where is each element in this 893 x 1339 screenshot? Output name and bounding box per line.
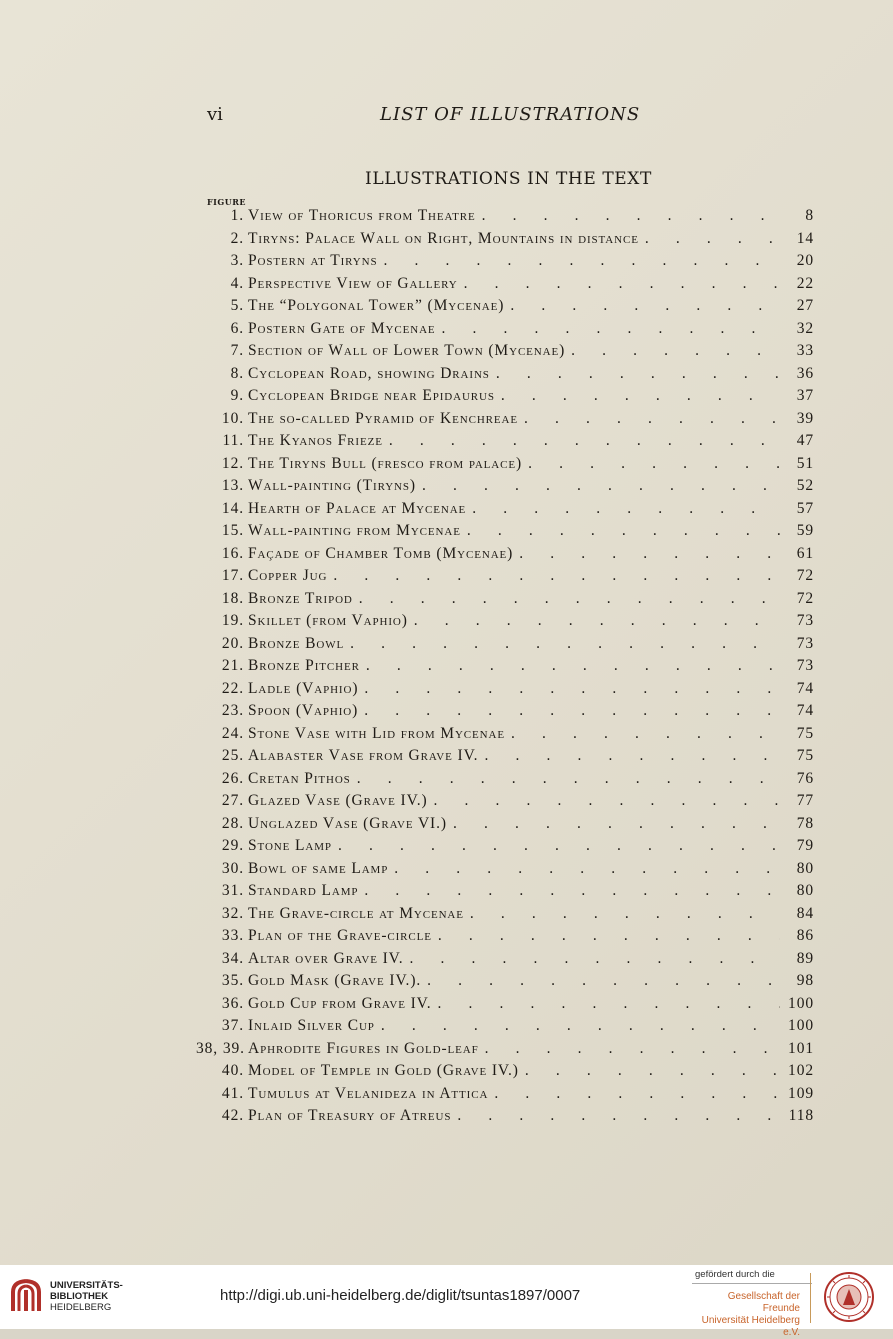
illustration-title: Bronze Bowl [248, 634, 345, 652]
dot-leader [350, 635, 780, 653]
dot-leader [357, 770, 780, 788]
page-reference: 80 [796, 882, 814, 899]
page-reference: 20 [796, 252, 814, 269]
running-head [0, 104, 893, 128]
dot-leader [364, 680, 780, 698]
page-reference: 74 [796, 679, 814, 697]
illustration-title: The “Polygonal Tower” (Mycenae) [248, 297, 505, 314]
section-title: ILLUSTRATIONS IN THE TEXT [365, 169, 652, 189]
library-line-1: UNIVERSITÄTS- [50, 1280, 123, 1291]
illustration-title: Postern Gate of Mycenae [248, 319, 436, 337]
dot-leader [472, 500, 780, 518]
dot-leader [438, 995, 780, 1013]
illustration-title: Aphrodite Figures in Gold-leaf [248, 1039, 479, 1057]
page-reference: 32 [796, 319, 814, 337]
page-reference: 74 [796, 702, 814, 719]
dot-leader [422, 477, 780, 495]
page-reference: 100 [788, 1017, 814, 1034]
dot-leader [410, 950, 780, 968]
toc-entry [196, 680, 814, 703]
toc-entry [196, 1040, 814, 1063]
page-reference: 33 [796, 342, 814, 359]
toc-entry [196, 342, 814, 365]
figure-number: 3. [230, 252, 244, 269]
illustration-title: Wall-painting (Tiryns) [248, 477, 416, 494]
dot-leader [338, 837, 780, 855]
figure-number: 7. [230, 342, 244, 359]
dot-leader [524, 410, 780, 428]
toc-entry [196, 635, 814, 658]
figure-number: 42. [221, 1107, 244, 1124]
page-reference: 27 [796, 297, 814, 314]
page-reference: 80 [796, 859, 814, 877]
toc-entry [196, 995, 814, 1018]
funder-line-2: Universität Heidelberg e.V. [701, 1315, 800, 1338]
university-library-name [50, 1280, 123, 1313]
illustration-title: Cretan Pithos [248, 769, 351, 787]
figure-number: 41. [221, 1084, 244, 1102]
figure-number: 4. [230, 274, 244, 292]
dot-leader [457, 1107, 780, 1125]
figure-number: 1. [230, 207, 244, 224]
dot-leader [510, 297, 780, 315]
illustration-title: Model of Temple in Gold (Grave IV.) [248, 1062, 519, 1079]
page-reference: 73 [796, 612, 814, 629]
figure-number: 18. [221, 589, 244, 607]
toc-entry [196, 792, 814, 815]
illustration-title: Plan of Treasury of Atreus [248, 1107, 452, 1124]
page-reference: 86 [796, 927, 814, 944]
figure-number: 2. [230, 229, 244, 247]
illustration-title: Unglazed Vase (Grave VI.) [248, 814, 447, 832]
illustration-title: Spoon (Vaphio) [248, 702, 359, 719]
figure-number: 6. [230, 319, 244, 337]
illustration-title: The Kyanos Frieze [248, 432, 383, 449]
illustration-title: Ladle (Vaphio) [248, 679, 359, 697]
illustration-title: Stone Vase with Lid from Mycenae [248, 724, 505, 742]
dot-leader [438, 927, 780, 945]
dot-leader [434, 792, 780, 810]
figure-number: 17. [221, 567, 244, 584]
toc-entry [196, 1107, 814, 1130]
figure-column-label: FIGURE [207, 197, 246, 207]
dot-leader [442, 320, 780, 338]
figure-number: 31. [221, 882, 244, 899]
illustration-title: Gold Cup from Grave IV. [248, 994, 432, 1012]
funder-line-1: Gesellschaft der Freunde [727, 1291, 800, 1314]
figure-number: 20. [221, 634, 244, 652]
figure-number: 40. [221, 1062, 244, 1079]
toc-entry [196, 725, 814, 748]
dot-leader [485, 1040, 780, 1058]
toc-entry [196, 297, 814, 320]
illustration-title: Tumulus at Velanideza in Attica [248, 1084, 489, 1102]
toc-entry [196, 522, 814, 545]
page-reference: 84 [796, 904, 814, 922]
page-reference: 109 [788, 1084, 814, 1102]
figure-number: 29. [221, 837, 244, 854]
funder-name [694, 1291, 800, 1339]
figure-number: 35. [221, 972, 244, 989]
page-reference: 59 [796, 522, 814, 539]
running-title: LIST OF ILLUSTRATIONS [380, 104, 641, 125]
illustration-title: Stone Lamp [248, 837, 332, 854]
figure-number: 32. [221, 904, 244, 922]
toc-entry [196, 837, 814, 860]
figure-number: 9. [230, 387, 244, 404]
illustration-title: Tiryns: Palace Wall on Right, Mountains in distance [248, 229, 639, 247]
toc-entry [196, 252, 814, 275]
illustration-title: Façade of Chamber Tomb (Mycenae) [248, 544, 514, 562]
figure-number: 36. [221, 994, 244, 1012]
dot-leader [519, 545, 780, 563]
toc-entry [196, 320, 814, 343]
toc-entry [196, 1062, 814, 1085]
toc-entry [196, 860, 814, 883]
page-reference: 8 [805, 207, 814, 224]
toc-entry [196, 545, 814, 568]
digitization-footer [0, 1265, 893, 1338]
dot-leader [333, 567, 780, 585]
figure-number: 25. [221, 747, 244, 764]
library-line-3: HEIDELBERG [50, 1302, 112, 1313]
illustration-title: Bronze Pitcher [248, 657, 360, 674]
illustration-title: Glazed Vase (Grave IV.) [248, 792, 428, 809]
funded-by-label: gefördert durch die [695, 1269, 775, 1280]
illustration-title: Postern at Tiryns [248, 252, 378, 269]
toc-entry [196, 747, 814, 770]
dot-leader [464, 275, 780, 293]
illustration-title: Bronze Tripod [248, 589, 353, 607]
illustration-title: The so-called Pyramid of Kenchreae [248, 409, 518, 427]
page-reference: 89 [796, 949, 814, 967]
toc-entry [196, 815, 814, 838]
illustration-title: Skillet (from Vaphio) [248, 612, 408, 629]
dot-leader [364, 882, 780, 900]
figure-number: 38, 39. [196, 1039, 245, 1057]
illustration-title: Altar over Grave IV. [248, 949, 404, 967]
page-reference: 73 [796, 657, 814, 674]
page-reference: 79 [796, 837, 814, 854]
page-reference: 57 [796, 499, 814, 517]
dot-leader [381, 1017, 780, 1035]
toc-entry [196, 500, 814, 523]
dot-leader [470, 905, 780, 923]
illustration-title: Standard Lamp [248, 882, 359, 899]
library-line-2: BIBLIOTHEK [50, 1291, 109, 1302]
figure-number: 26. [221, 769, 244, 787]
dot-leader [645, 230, 780, 248]
page-reference: 73 [796, 634, 814, 652]
figure-number: 10. [221, 409, 244, 427]
illustration-title: Plan of the Grave-circle [248, 927, 432, 944]
page-reference: 61 [796, 544, 814, 562]
page-reference: 47 [796, 432, 814, 449]
dot-leader [427, 972, 780, 990]
figure-number: 22. [221, 679, 244, 697]
illustration-title: The Grave-circle at Mycenae [248, 904, 464, 922]
toc-entry [196, 365, 814, 388]
page-reference: 39 [796, 409, 814, 427]
dot-leader [359, 590, 780, 608]
figure-number: 16. [221, 544, 244, 562]
page-reference: 72 [796, 589, 814, 607]
illustration-title: Section of Wall of Lower Town (Mycenae) [248, 342, 566, 359]
toc-entry [196, 567, 814, 590]
page-reference: 75 [796, 724, 814, 742]
toc-entry [196, 657, 814, 680]
page-reference: 102 [788, 1062, 814, 1079]
dot-leader [467, 522, 780, 540]
dot-leader [484, 747, 780, 765]
toc-entry [196, 432, 814, 455]
dot-leader [453, 815, 780, 833]
toc-entry [196, 950, 814, 973]
figure-number: 13. [221, 477, 244, 494]
dot-leader [383, 252, 780, 270]
figure-number: 23. [221, 702, 244, 719]
university-library-logo-icon [10, 1278, 42, 1314]
page-reference: 72 [796, 567, 814, 584]
page-reference: 52 [796, 477, 814, 494]
figure-number: 34. [221, 949, 244, 967]
toc-entry [196, 702, 814, 725]
page-reference: 100 [788, 994, 814, 1012]
toc-entry [196, 207, 814, 230]
figure-number: 24. [221, 724, 244, 742]
dot-leader [389, 432, 780, 450]
page-reference: 101 [788, 1039, 814, 1057]
figure-number: 8. [230, 364, 244, 382]
toc-entry [196, 410, 814, 433]
divider [692, 1283, 812, 1284]
dot-leader [394, 860, 780, 878]
dot-leader [501, 387, 780, 405]
dot-leader [571, 342, 780, 360]
toc-entry [196, 905, 814, 928]
illustration-title: The Tiryns Bull (fresco from palace) [248, 454, 523, 472]
toc-entry [196, 455, 814, 478]
dot-leader [494, 1085, 780, 1103]
illustration-title: View of Thoricus from Theatre [248, 207, 476, 224]
dot-leader [528, 455, 780, 473]
page-reference: 36 [796, 364, 814, 382]
illustration-title: Gold Mask (Grave IV.). [248, 972, 422, 989]
figure-number: 30. [221, 859, 244, 877]
toc-entry [196, 1017, 814, 1040]
toc-entry [196, 612, 814, 635]
toc-entry [196, 387, 814, 410]
source-url-link[interactable]: http://digi.ub.uni-heidelberg.de/diglit/tsuntas1897/0007 [220, 1287, 581, 1304]
page-reference: 37 [796, 387, 814, 404]
page-reference: 77 [796, 792, 814, 809]
illustration-title: Alabaster Vase from Grave IV. [248, 747, 479, 764]
illustration-title: Cyclopean Road, showing Drains [248, 364, 490, 382]
page-reference: 75 [796, 747, 814, 764]
toc-entry [196, 230, 814, 253]
illustration-title: Bowl of same Lamp [248, 859, 389, 877]
figure-number: 28. [221, 814, 244, 832]
illustration-title: Wall-painting from Mycenae [248, 522, 461, 539]
illustrations-list [196, 207, 814, 1130]
illustration-title: Copper Jug [248, 567, 328, 584]
figure-number: 37. [221, 1017, 244, 1034]
page-number: vi [207, 104, 223, 125]
page-reference: 118 [788, 1107, 814, 1124]
divider [810, 1273, 811, 1323]
page-reference: 14 [796, 229, 814, 247]
dot-leader [366, 657, 780, 675]
figure-number: 19. [221, 612, 244, 629]
figure-number: 21. [221, 657, 244, 674]
dot-leader [525, 1062, 780, 1080]
toc-entry [196, 1085, 814, 1108]
page-reference: 22 [796, 274, 814, 292]
toc-entry [196, 770, 814, 793]
toc-entry [196, 275, 814, 298]
dot-leader [482, 207, 780, 225]
dot-leader [496, 365, 780, 383]
toc-entry [196, 972, 814, 995]
dot-leader [414, 612, 780, 630]
page-reference: 98 [796, 972, 814, 989]
illustration-title: Hearth of Palace at Mycenae [248, 499, 467, 517]
figure-number: 15. [221, 522, 244, 539]
toc-entry [196, 477, 814, 500]
page-reference: 51 [796, 454, 814, 472]
illustration-title: Perspective View of Gallery [248, 274, 458, 292]
figure-number: 5. [230, 297, 244, 314]
toc-entry [196, 882, 814, 905]
page-reference: 76 [796, 769, 814, 787]
figure-number: 27. [221, 792, 244, 809]
toc-entry [196, 927, 814, 950]
university-seal-icon [823, 1271, 875, 1323]
dot-leader [364, 702, 780, 720]
figure-number: 11. [222, 432, 244, 449]
figure-number: 33. [221, 927, 244, 944]
figure-number: 12. [221, 454, 244, 472]
dot-leader [511, 725, 780, 743]
figure-number: 14. [221, 499, 244, 517]
illustration-title: Cyclopean Bridge near Epidaurus [248, 387, 495, 404]
page-reference: 78 [796, 814, 814, 832]
illustration-title: Inlaid Silver Cup [248, 1017, 375, 1034]
toc-entry [196, 590, 814, 613]
